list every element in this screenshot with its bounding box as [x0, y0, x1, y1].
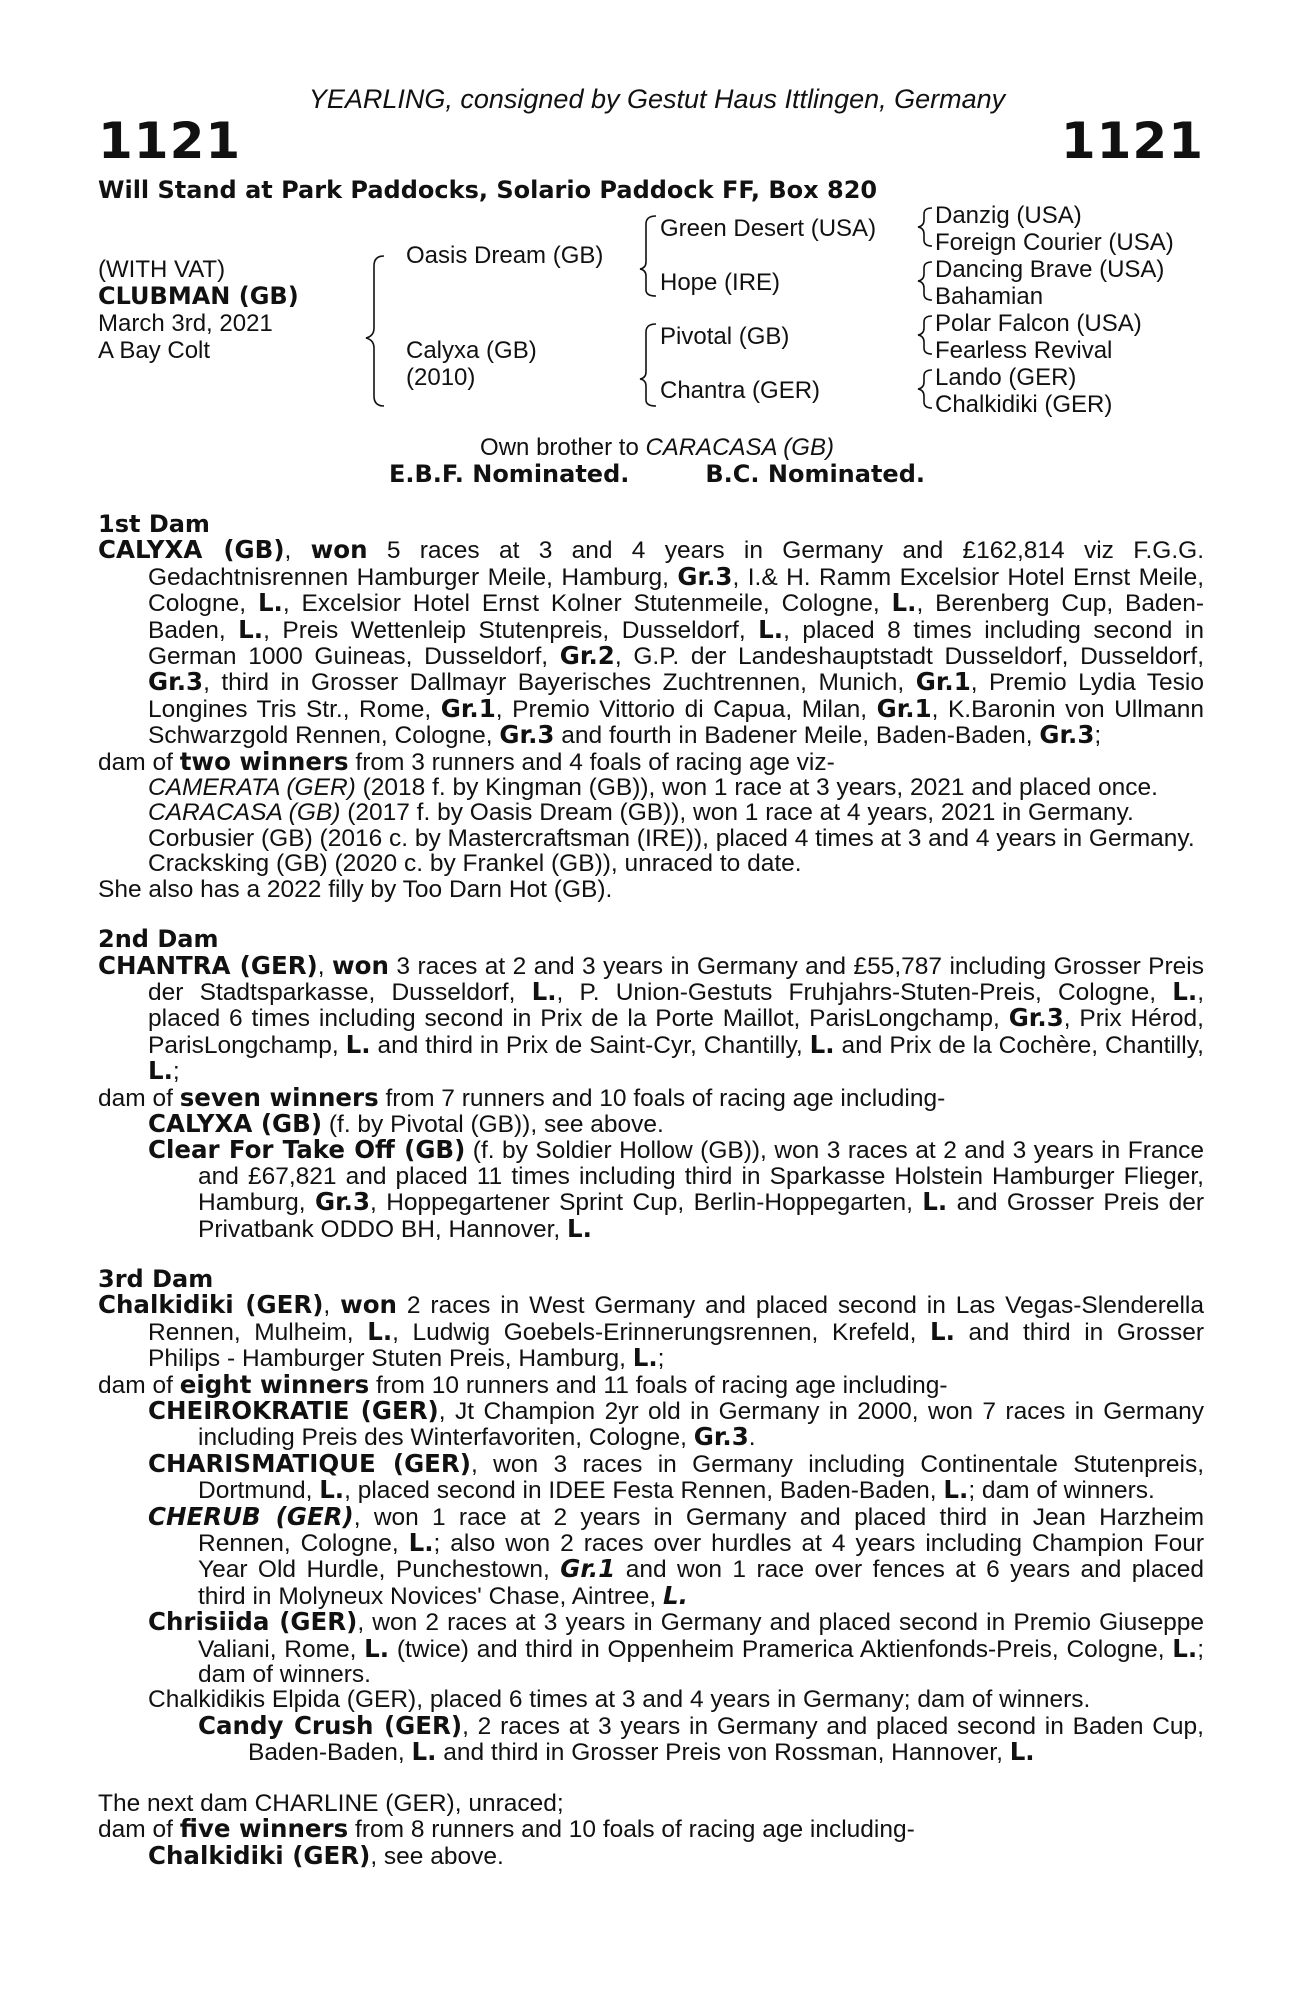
record-text: , Berenberg Cup, Baden-Baden,: [148, 590, 1204, 644]
lot-number-right: 1121: [1060, 112, 1204, 170]
gg-1: Danzig (USA): [935, 202, 1082, 229]
horse-description: A Bay Colt: [98, 337, 211, 364]
sire-dam: Hope (IRE): [660, 269, 781, 296]
second-dam-name: CHANTRA (GER): [98, 950, 318, 980]
produce-item: [98, 1501, 1204, 1610]
second-dam-record: CHANTRA (GER), won 3 races at 2 and 3 years in Germany and £55,787 including Grosser Preis der Stadtsparkasse, Dusseldorf, L., P. Union-Gestuts Fruhjahrs-Stuten-Preis, Cologne, L., placed 6 times including second in Prix de la Porte Maillot, ParisLongchamp, Gr.3, Prix Hérod, ParisLongchamp, L. and third in Prix de Saint-Cyr, Chantilly, L. and Prix de la Cochère, Chantilly, L.;: [98, 950, 1204, 1086]
grade: L.: [758, 614, 784, 644]
won-label: won: [340, 1290, 398, 1320]
record-text: , Preis Wettenleip Stutenpreis, Dusseldorf,: [263, 616, 759, 644]
record-text: , K.Baronin von Ullmann Schwarzgold Rennen, Cologne,: [148, 695, 1204, 750]
grade: Gr.3: [1008, 1003, 1064, 1033]
grade: L.: [929, 1316, 955, 1346]
produce-name: Candy Crush (GER): [198, 1710, 463, 1740]
produce-name: CHEIROKRATIE (GER): [148, 1396, 439, 1425]
produce-text: ; dam of winners.: [198, 1635, 1204, 1689]
grade: L.: [922, 1187, 948, 1217]
first-dam-section: [98, 512, 1204, 902]
third-dam-section: [98, 1264, 1205, 1767]
grade: L.: [367, 1316, 393, 1346]
first-dam-produce-summary: [98, 746, 1204, 776]
record-text: 3 races at 2 and 3 years in Germany and £55,787 including Grosser Preis der Stadtsparkasse, Dusseldorf,: [148, 952, 1204, 1006]
dam-of-suffix: from 3 runners and 4 foals of racing age viz-: [348, 748, 835, 776]
produce-text: and won 1 race over fences at 6 years and placed third in Molyneux Novices' Chase, Aintree,: [198, 1556, 1204, 1610]
grade: Gr.3: [499, 720, 555, 750]
grade: L.: [662, 1580, 688, 1610]
bc-nominated: B.C. Nominated.: [705, 460, 926, 488]
produce-text: ; also won 2 races over hurdles at 4 years including Champion Four Year Old Hurdle, Punchestown,: [198, 1530, 1204, 1584]
produce-item: [98, 1108, 1204, 1138]
dam-of-prefix: dam of: [98, 1816, 180, 1844]
first-dam-record: CALYXA (GB), won 5 races at 3 and 4 years in Germany and £162,814 viz F.G.G. Gedachtnisrennen Hamburger Meile, Hamburg, Gr.3, I.& H. Ramm Excelsior Hotel Ernst Meile, Cologne, L., Excelsior Hotel Ernst Kolner Stutenmeile, Cologne, L., Berenberg Cup, Baden-Baden, L., Preis Wettenleip Stutenpreis, Dusseldorf, L., placed 8 times including second in German 1000 Guineas, Dusseldorf, Gr.2, G.P. der Landeshauptstadt Dusseldorf, Dusseldorf, Gr.3, third in Grosser Dallmayr Bayerisches Zuchtrennen, Munich, Gr.1, Premio Lydia Tesio Longines Tris Str., Rome, Gr.1, Premio Vittorio di Capua, Milan, Gr.1, K.Baronin von Ullmann Schwarzgold Rennen, Cologne, Gr.3 and fourth in Badener Meile, Baden-Baden, Gr.3;: [98, 535, 1205, 750]
record-text: , Ludwig Goebels-Erinnerungsrennen, Krefeld,: [392, 1318, 930, 1346]
grade: L.: [319, 1475, 345, 1505]
grade: Gr.3: [1039, 720, 1095, 750]
first-dam-heading: 1st Dam: [98, 510, 210, 538]
grade: L.: [257, 588, 283, 618]
produce-text: , placed second in IDEE Festa Rennen, Baden-Baden,: [344, 1477, 944, 1505]
produce-text: (f. by Soldier Hollow (GB)), won 3 races at 2 and 3 years in France and £67,821 and placed 11 times including third in Sparkasse Holstein Hamburger Flieger, Hamburg,: [198, 1137, 1204, 1217]
record-text: ;: [657, 1345, 665, 1373]
sire-sire: Green Desert (USA): [660, 215, 877, 242]
own-brother-prefix: Own brother to: [480, 434, 646, 461]
grade: Gr.1: [440, 693, 496, 723]
produce-item: [98, 1398, 1204, 1451]
also-note: She also has a 2022 filly by Too Darn Hot (GB).: [98, 875, 613, 903]
produce-item: [98, 1840, 1204, 1870]
produce-text: (2018 f. by Kingman (GB)), won 1 race at 3 years, 2021 and placed once.: [355, 774, 1158, 802]
record-text: , G.P. der Landeshauptstadt Dusseldorf, Dusseldorf,: [614, 643, 1204, 671]
record-text: and Prix de la Cochère, Chantilly,: [834, 1031, 1204, 1059]
produce-item: [98, 1137, 1204, 1242]
record-text: , placed 6 times including second in Prix de la Porte Maillot, ParisLongchamp,: [148, 978, 1204, 1033]
dam-of-suffix: from 8 runners and 10 foals of racing age including-: [348, 1816, 915, 1844]
grade: L.: [891, 588, 917, 618]
vat-note: (WITH VAT): [98, 256, 226, 283]
grade: L.: [632, 1343, 658, 1373]
produce-text: Corbusier (GB) (2016 c. by Mastercraftsman (IRE)), placed 4 times at 3 and 4 years in Germany.: [148, 824, 1195, 852]
winners-count: five winners: [179, 1814, 349, 1844]
produce-text: and Grosser Preis der Privatbank ODDO BH, Hannover,: [198, 1189, 1204, 1243]
gg-5: Polar Falcon (USA): [935, 310, 1142, 337]
produce-item: [98, 775, 1204, 800]
grade: Gr.3: [677, 561, 733, 591]
gg-2: Foreign Courier (USA): [935, 229, 1174, 256]
gg-4: Bahamian: [935, 283, 1044, 310]
record-text: , placed 8 times including second in German 1000 Guineas, Dusseldorf,: [148, 616, 1204, 671]
grade: L.: [1172, 1633, 1198, 1663]
winners-count: two winners: [179, 746, 349, 776]
fourth-dam-section: [98, 1791, 1204, 1869]
record-text: ;: [172, 1058, 180, 1086]
record-text: , Premio Vittorio di Capua, Milan,: [495, 695, 877, 723]
catalogue-body: [98, 512, 1204, 1894]
grade: L.: [1009, 1737, 1035, 1767]
produce-text: , won 2 races at 3 years in Germany and placed second in Premio Giuseppe Valiani, Rome,: [198, 1609, 1204, 1663]
stand-location: Will Stand at Park Paddocks, Solario Paddock FF, Box 820: [98, 176, 878, 204]
produce-text: Chalkidikis Elpida (GER), placed 6 times at 3 and 4 years in Germany; dam of winners.: [148, 1686, 1091, 1714]
dam-dam: Chantra (GER): [660, 377, 821, 404]
own-brother-name: CARACASA (GB): [645, 434, 834, 461]
grade: Gr.3: [693, 1422, 749, 1452]
record-text: , P. Union-Gestuts Fruhjahrs-Stuten-Preis, Cologne,: [556, 978, 1173, 1006]
record-text: , Premio Lydia Tesio Longines Tris Str., Rome,: [148, 669, 1204, 723]
grade: Gr.1: [915, 667, 971, 697]
produce-item: [98, 1609, 1204, 1687]
produce-name: CHARISMATIQUE (GER): [148, 1448, 471, 1478]
produce-text: (f. by Pivotal (GB)), see above.: [322, 1110, 664, 1138]
gg-3: Dancing Brave (USA): [935, 256, 1165, 283]
record-text: and fourth in Badener Meile, Baden-Baden,: [554, 722, 1040, 750]
nominations: [0, 460, 1314, 488]
produce-name: CAMERATA (GER): [148, 774, 356, 802]
produce-text: , won 3 races in Germany including Continentale Stutenpreis, Dortmund,: [198, 1450, 1205, 1505]
grade: Gr.3: [148, 667, 204, 697]
won-label: won: [332, 950, 389, 980]
own-brother-note: [0, 434, 1314, 462]
produce-item: [98, 1687, 1204, 1712]
produce-name: CARACASA (GB): [148, 799, 341, 827]
second-dam-section: [98, 927, 1204, 1242]
produce-name: Clear For Take Off (GB): [148, 1135, 466, 1165]
dam: Calyxa (GB): [406, 337, 537, 364]
won-label: won: [310, 535, 368, 565]
grade: L.: [408, 1528, 434, 1558]
produce-text: , Hoppegartener Sprint Cup, Berlin-Hoppegarten,: [370, 1189, 923, 1217]
record-text: 5 races at 3 and 4 years in Germany and £162,814 viz F.G.G. Gedachtnisrennen Hamburger Meile, Hamburg,: [148, 537, 1204, 591]
produce-name: CHERUB (GER): [148, 1501, 354, 1531]
produce-item: [98, 826, 1204, 851]
grade: L.: [148, 1056, 173, 1086]
gg-8: Chalkidiki (GER): [935, 391, 1113, 418]
record-text: , Prix Hérod, ParisLongchamp,: [148, 1005, 1204, 1059]
record-text: , third in Grosser Dallmayr Bayerisches Zuchtrennen, Munich,: [203, 669, 916, 697]
gg-7: Lando (GER): [935, 364, 1077, 391]
produce-item: [98, 851, 1204, 876]
third-dam-produce-summary: [98, 1369, 1204, 1399]
produce-text: (twice) and third in Oppenheim Pramerica Aktienfonds-Preis, Cologne,: [389, 1635, 1173, 1663]
produce-text: and third in Grosser Preis von Rossman, Hannover,: [436, 1739, 1010, 1767]
lot-number-left: 1121: [98, 112, 242, 170]
produce-sub-item: [98, 1710, 1204, 1767]
grade: L.: [531, 976, 557, 1006]
record-text: 2 races in West Germany and placed second in Las Vegas-Slenderella Rennen, Mulheim,: [148, 1292, 1204, 1346]
grade: Gr.1: [560, 1554, 616, 1584]
produce-text: , Jt Champion 2yr old in Germany in 2000, won 7 races in Germany including Preis des Winterfavoriten, Cologne,: [198, 1398, 1205, 1452]
winners-count: eight winners: [179, 1369, 370, 1399]
fourth-dam-line: The next dam CHARLINE (GER), unraced;: [98, 1789, 564, 1817]
third-dam-name: Chalkidiki (GER): [98, 1290, 324, 1320]
winners-count: seven winners: [179, 1082, 379, 1112]
record-text: , I.& H. Ramm Excelsior Hotel Ernst Meile, Cologne,: [148, 563, 1205, 618]
produce-name: Chrisiida (GER): [148, 1607, 358, 1637]
gg-6: Fearless Revival: [935, 337, 1113, 364]
grade: Gr.1: [876, 693, 932, 723]
grade: L.: [809, 1029, 835, 1059]
dam-sire: Pivotal (GB): [660, 323, 790, 350]
produce-name: CALYXA (GB): [148, 1108, 323, 1138]
grade: L.: [364, 1633, 390, 1663]
record-text: and third in Prix de Saint-Cyr, Chantilly,: [370, 1031, 810, 1059]
sire: Oasis Dream (GB): [406, 242, 604, 269]
dam-of-prefix: dam of: [98, 748, 180, 776]
produce-item: [98, 800, 1204, 825]
record-text: and third in Grosser Philips - Hamburger Stuten Preis, Hamburg,: [148, 1318, 1204, 1373]
grade: Gr.3: [314, 1187, 371, 1217]
dam-year: (2010): [406, 364, 476, 391]
third-dam-heading: 3rd Dam: [98, 1264, 214, 1293]
produce-text: , won 1 race at 2 years in Germany and placed third in Jean Harzheim Rennen, Cologne,: [198, 1503, 1204, 1558]
produce-text: , 2 races at 3 years in Germany and placed second in Baden Cup, Baden-Baden,: [248, 1712, 1204, 1767]
dam-of-suffix: from 7 runners and 10 foals of racing age including-: [378, 1084, 946, 1112]
produce-text: ; dam of winners.: [968, 1477, 1155, 1505]
produce-text: Cracksking (GB) (2020 c. by Frankel (GB)), unraced to date.: [148, 850, 802, 878]
grade: L.: [567, 1213, 592, 1243]
dam-of-suffix: from 10 runners and 11 foals of racing age including-: [369, 1371, 948, 1399]
second-dam-heading: 2nd Dam: [98, 925, 219, 954]
first-dam-name: CALYXA (GB): [98, 535, 285, 565]
produce-text: , see above.: [370, 1842, 504, 1870]
fourth-dam-produce-summary: [98, 1816, 1204, 1842]
grade: L.: [238, 614, 264, 644]
horse-dob: March 3rd, 2021: [98, 310, 273, 337]
produce-text: (2017 f. by Oasis Dream (GB)), won 1 race at 4 years, 2021 in Germany.: [340, 799, 1134, 827]
second-dam-produce-summary: [98, 1082, 1204, 1112]
grade: Gr.2: [559, 641, 615, 671]
consignor-line: YEARLING, consigned by Gestut Haus Ittlingen, Germany: [308, 84, 1006, 114]
ebf-nominated: E.B.F. Nominated.: [388, 460, 630, 488]
dam-of-prefix: dam of: [98, 1371, 180, 1399]
grade: L.: [345, 1029, 371, 1059]
grade: L.: [943, 1475, 969, 1505]
produce-text: .: [748, 1424, 756, 1452]
produce-item: [98, 1448, 1205, 1505]
grade: L.: [1172, 976, 1198, 1006]
horse-name: CLUBMAN (GB): [98, 282, 299, 310]
record-text: , Excelsior Hotel Ernst Kolner Stutenmeile, Cologne,: [282, 590, 892, 618]
grade: L.: [411, 1737, 437, 1767]
dam-of-prefix: dam of: [98, 1084, 180, 1112]
produce-name: Chalkidiki (GER): [148, 1840, 371, 1870]
record-text: ;: [1094, 722, 1102, 750]
third-dam-record: Chalkidiki (GER), won 2 races in West Germany and placed second in Las Vegas-Slenderella Rennen, Mulheim, L., Ludwig Goebels-Erinnerungsrennen, Krefeld, L. and third in Grosser Philips - Hamburger Stuten Preis, Hamburg, L.;: [98, 1290, 1204, 1373]
